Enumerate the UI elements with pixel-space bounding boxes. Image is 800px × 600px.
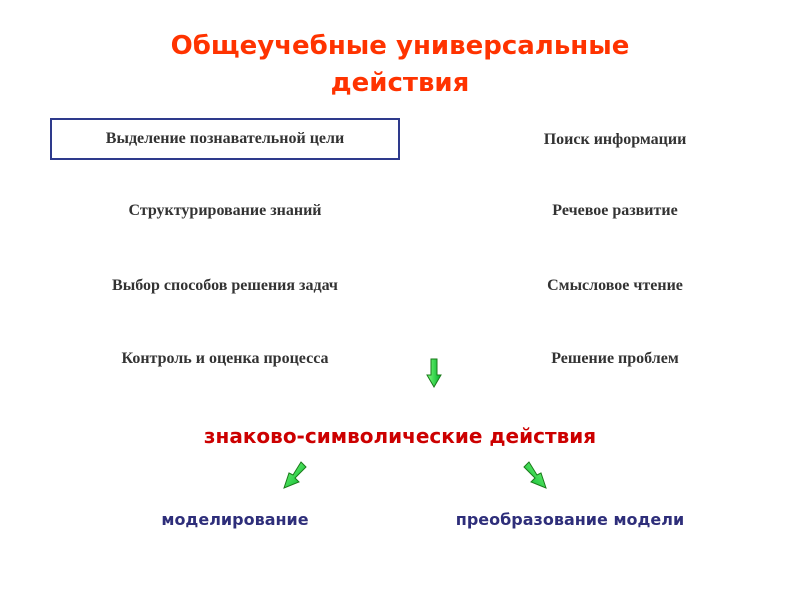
left-item-cognitive-goal: Выделение познавательной цели [50,118,400,160]
page-title: Общеучебные универсальные действия [170,31,630,98]
arrow-down-right-icon [522,460,550,490]
right-item-info-search: Поиск информации [543,131,687,148]
arrow-down-left-icon [280,460,308,490]
sub-item-model-transformation: преобразование модели [455,510,685,529]
right-item-semantic-reading: Смысловое чтение [547,277,683,294]
sign-symbolic-actions: знаково-символические действия [203,424,597,448]
left-item-knowledge-structuring: Структурирование знаний [128,202,322,219]
left-item-solution-methods: Выбор способов решения задач [112,277,338,294]
arrow-down-icon [426,358,442,388]
right-item-problem-solving: Решение проблем [551,350,679,367]
left-item-process-control: Контроль и оценка процесса [121,350,329,367]
sub-item-modeling: моделирование [161,510,309,529]
right-item-speech-development: Речевое развитие [552,202,678,219]
